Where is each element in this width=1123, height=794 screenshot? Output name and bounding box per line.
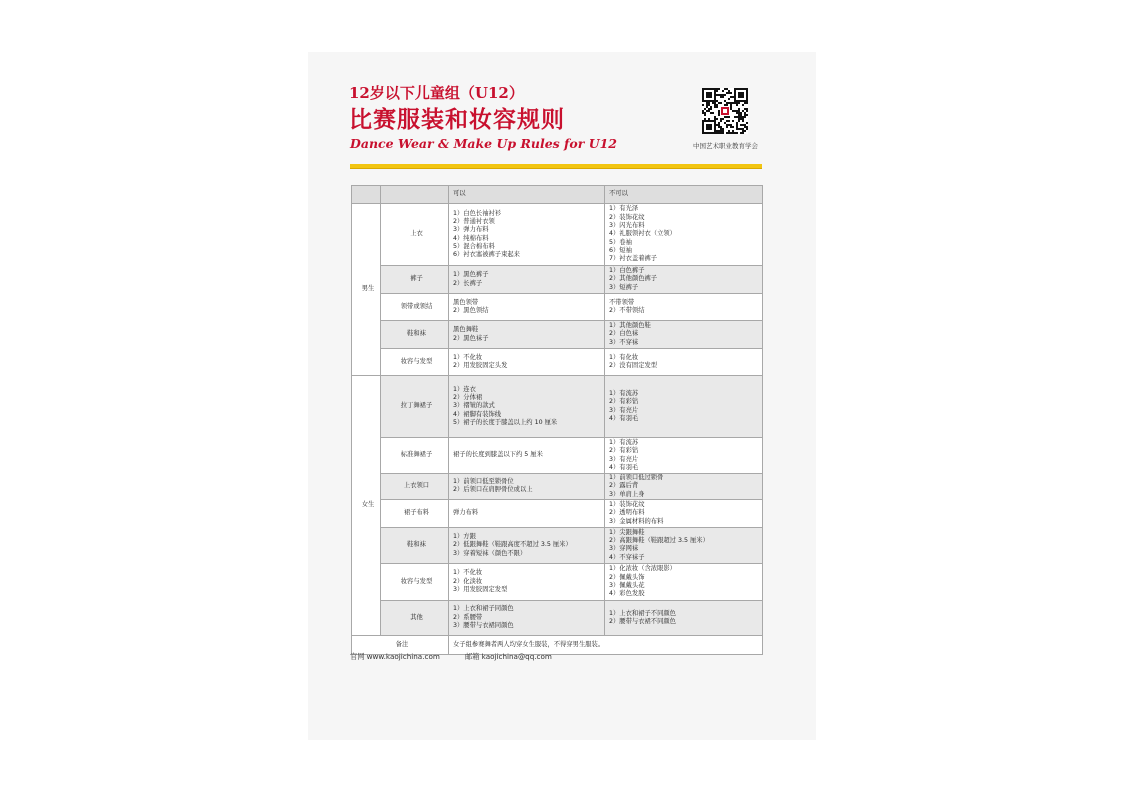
rule-line: 6）衬衣塞被裤子束起来 bbox=[453, 251, 520, 259]
rule-line: 2）没有固定发型 bbox=[609, 362, 658, 369]
item-label: 领带或领结 bbox=[381, 294, 449, 321]
item-label: 裤子 bbox=[381, 266, 449, 294]
rule-line: 3）穿着短袜（颜色不限） bbox=[453, 549, 527, 557]
page-title-english: Dance Wear & Make Up Rules for U12 bbox=[350, 136, 617, 151]
item-label: 鞋和袜 bbox=[381, 321, 449, 349]
item-label: 其他 bbox=[381, 600, 449, 635]
not-allowed-cell bbox=[605, 321, 763, 349]
rule-line: 2）不带领结 bbox=[609, 307, 645, 314]
allowed-cell bbox=[449, 349, 605, 376]
gender-label-male: 男生 bbox=[352, 204, 381, 376]
allowed-cell bbox=[449, 563, 605, 600]
rule-line: 3）金属材料的布料 bbox=[609, 517, 664, 525]
table-row bbox=[352, 600, 763, 635]
rule-line: 3）佩戴头花 bbox=[609, 581, 645, 589]
rule-line: 裙子的长度到膝盖以下约 5 厘米 bbox=[453, 451, 543, 459]
rule-line: 黑色领带 bbox=[453, 298, 479, 306]
rule-line: 4）彩色发胶 bbox=[609, 590, 645, 598]
rule-line: 3）褶皱的款式 bbox=[453, 402, 495, 410]
rule-line: 3）闪光布料 bbox=[609, 222, 645, 230]
rule-line: 2）分体裙 bbox=[453, 394, 483, 402]
table-row bbox=[352, 474, 763, 500]
rule-line: 2）装饰花纹 bbox=[609, 213, 645, 221]
allowed-cell bbox=[449, 321, 605, 349]
rule-line: 1）连衣 bbox=[453, 385, 476, 393]
item-label: 妆容与发型 bbox=[381, 349, 449, 376]
footer-website: 官网 www.kaojichina.com bbox=[350, 652, 440, 661]
rule-line: 2）透明布料 bbox=[609, 509, 645, 517]
table-row bbox=[352, 294, 763, 321]
remark-label: 备注 bbox=[352, 635, 449, 654]
rule-line: 2）佩戴头饰 bbox=[609, 573, 645, 581]
remark-text: 女子组参赛舞者两人均穿女生服装，不得穿男生服装。 bbox=[449, 635, 763, 654]
rule-line: 2）普通衬衣领 bbox=[453, 217, 495, 225]
rule-line: 3）有亮片 bbox=[609, 455, 639, 463]
not-allowed-cell bbox=[605, 294, 763, 321]
rule-line: 1）不化妆 bbox=[453, 569, 483, 577]
rule-line: 5）裙子的长度于膝盖以上约 10 厘米 bbox=[453, 418, 558, 426]
rules-table bbox=[351, 185, 763, 655]
not-allowed-cell bbox=[605, 349, 763, 376]
header-empty-cell bbox=[352, 186, 381, 204]
rule-line: 1）白色长袖衬衫 bbox=[453, 209, 502, 217]
rule-line: 3）短裤子 bbox=[609, 283, 639, 291]
rule-line: 2）白色袜 bbox=[609, 330, 639, 338]
rule-line: 1）黑色裤子 bbox=[453, 271, 489, 279]
rule-line: 3）用发胶固定发型 bbox=[453, 586, 508, 594]
allowed-cell bbox=[449, 294, 605, 321]
page-subtitle: 12岁以下儿童组（U12） bbox=[349, 84, 524, 102]
not-allowed-cell bbox=[605, 376, 763, 438]
table-row bbox=[352, 266, 763, 294]
not-allowed-cell bbox=[605, 563, 763, 600]
allowed-cell bbox=[449, 376, 605, 438]
rule-line: 2）其他颜色裤子 bbox=[609, 275, 658, 283]
not-allowed-cell bbox=[605, 527, 763, 563]
rule-line: 2）有彩钻 bbox=[609, 447, 639, 455]
table-row bbox=[352, 349, 763, 376]
item-label: 妆容与发型 bbox=[381, 563, 449, 600]
rule-line: 1）前领口低过锁骨 bbox=[609, 474, 664, 481]
rule-line: 1）尖跟舞鞋 bbox=[609, 528, 645, 536]
rule-line: 4）不穿袜子 bbox=[609, 553, 645, 561]
item-label: 标准舞裙子 bbox=[381, 438, 449, 474]
column-header-can: 可以 bbox=[449, 186, 605, 204]
rule-line: 4）有羽毛 bbox=[609, 414, 639, 422]
table-row bbox=[352, 376, 763, 438]
rule-line: 6）短袖 bbox=[609, 246, 632, 254]
rule-line: 1）方跟 bbox=[453, 532, 476, 540]
rule-line: 弹力布料 bbox=[453, 509, 479, 517]
rule-line: 不带领带 bbox=[609, 298, 635, 306]
item-label: 上衣领口 bbox=[381, 474, 449, 500]
table-row bbox=[352, 563, 763, 600]
rule-line: 1）白色裤子 bbox=[609, 267, 645, 275]
gender-label-female: 女生 bbox=[352, 376, 381, 636]
rule-line: 1）装饰花纹 bbox=[609, 500, 645, 508]
not-allowed-cell bbox=[605, 438, 763, 474]
allowed-cell bbox=[449, 600, 605, 635]
rule-line: 5）混合棉布料 bbox=[453, 242, 495, 250]
item-label: 上衣 bbox=[381, 204, 449, 266]
rule-line: 3）不穿袜 bbox=[609, 338, 639, 346]
not-allowed-cell bbox=[605, 474, 763, 500]
rule-line: 3）腰带与衣裙同颜色 bbox=[453, 622, 514, 630]
allowed-cell bbox=[449, 438, 605, 474]
rule-line: 2）用发胶固定头发 bbox=[453, 362, 508, 369]
allowed-cell bbox=[449, 527, 605, 563]
rule-line: 4）裙脚有装饰线 bbox=[453, 410, 502, 418]
table-row bbox=[352, 499, 763, 527]
rule-line: 2）高跟舞鞋（鞋跟超过 3.5 厘米） bbox=[609, 537, 709, 545]
rule-line: 7）衬衣盖着裤子 bbox=[609, 255, 658, 263]
rule-line: 1）不化妆 bbox=[453, 353, 483, 361]
page-title: 比赛服装和妆容规则 bbox=[349, 106, 565, 133]
organization-name: 中国艺术职业教育学会 bbox=[693, 142, 758, 150]
rule-line: 4）纯棉布料 bbox=[453, 234, 489, 242]
rule-line: 1）上衣和裙子不同颜色 bbox=[609, 609, 676, 617]
rule-line: 2）有彩钻 bbox=[609, 398, 639, 406]
rule-line: 2）后领口在肩胛骨位或以上 bbox=[453, 486, 533, 494]
column-header-cannot: 不可以 bbox=[605, 186, 763, 204]
table-row bbox=[352, 321, 763, 349]
rule-line: 1）上衣和裙子同颜色 bbox=[453, 605, 514, 613]
rule-line: 2）长裤子 bbox=[453, 279, 483, 287]
rule-line: 3）单肩上身 bbox=[609, 490, 645, 498]
not-allowed-cell bbox=[605, 499, 763, 527]
rule-line: 3）穿网袜 bbox=[609, 545, 639, 553]
rule-line: 黑色舞鞋 bbox=[453, 326, 479, 334]
table-row bbox=[352, 204, 763, 266]
not-allowed-cell bbox=[605, 266, 763, 294]
table-row bbox=[352, 527, 763, 563]
rule-line: 2）腰带与衣裙不同颜色 bbox=[609, 617, 676, 625]
item-label: 裙子布料 bbox=[381, 499, 449, 527]
item-label: 拉丁舞裙子 bbox=[381, 376, 449, 438]
allowed-cell bbox=[449, 204, 605, 266]
rule-line: 2）露后背 bbox=[609, 482, 639, 490]
rule-line: 3）有亮片 bbox=[609, 406, 639, 414]
rule-line: 4）有羽毛 bbox=[609, 463, 639, 471]
allowed-cell bbox=[449, 266, 605, 294]
rule-line: 2）低跟舞鞋（鞋跟高度不超过 3.5 厘米） bbox=[453, 541, 572, 549]
rule-line: 2）黑色领结 bbox=[453, 307, 489, 314]
rule-line: 2）化淡妆 bbox=[453, 577, 483, 585]
rule-line: 5）卷袖 bbox=[609, 238, 632, 246]
allowed-cell bbox=[449, 499, 605, 527]
rule-line: 1）有流苏 bbox=[609, 438, 639, 446]
rule-line: 1）化浓妆（含浓眼影） bbox=[609, 565, 676, 573]
footer-email: 邮箱 kaojichina@qq.com bbox=[465, 652, 552, 661]
item-label: 鞋和袜 bbox=[381, 527, 449, 563]
rule-line: 1）有化妆 bbox=[609, 353, 639, 361]
header-divider-shadow bbox=[350, 168, 762, 169]
rule-line: 1）有光泽 bbox=[609, 205, 639, 213]
rule-line: 1）有流苏 bbox=[609, 389, 639, 397]
table-row bbox=[352, 438, 763, 474]
not-allowed-cell bbox=[605, 600, 763, 635]
rule-line: 4）礼服领衬衣（立领） bbox=[609, 230, 676, 238]
not-allowed-cell bbox=[605, 204, 763, 266]
header-empty-cell bbox=[381, 186, 449, 204]
rule-line: 1）其他颜色鞋 bbox=[609, 322, 651, 330]
rule-line: 1）前领口低至锁骨位 bbox=[453, 478, 514, 486]
rule-line: 2）黑色袜子 bbox=[453, 334, 489, 342]
qr-code-icon bbox=[702, 88, 748, 134]
rule-line: 3）弹力布料 bbox=[453, 226, 489, 234]
table-header-row bbox=[352, 186, 763, 204]
rule-line: 2）系腰带 bbox=[453, 613, 483, 621]
allowed-cell bbox=[449, 474, 605, 500]
